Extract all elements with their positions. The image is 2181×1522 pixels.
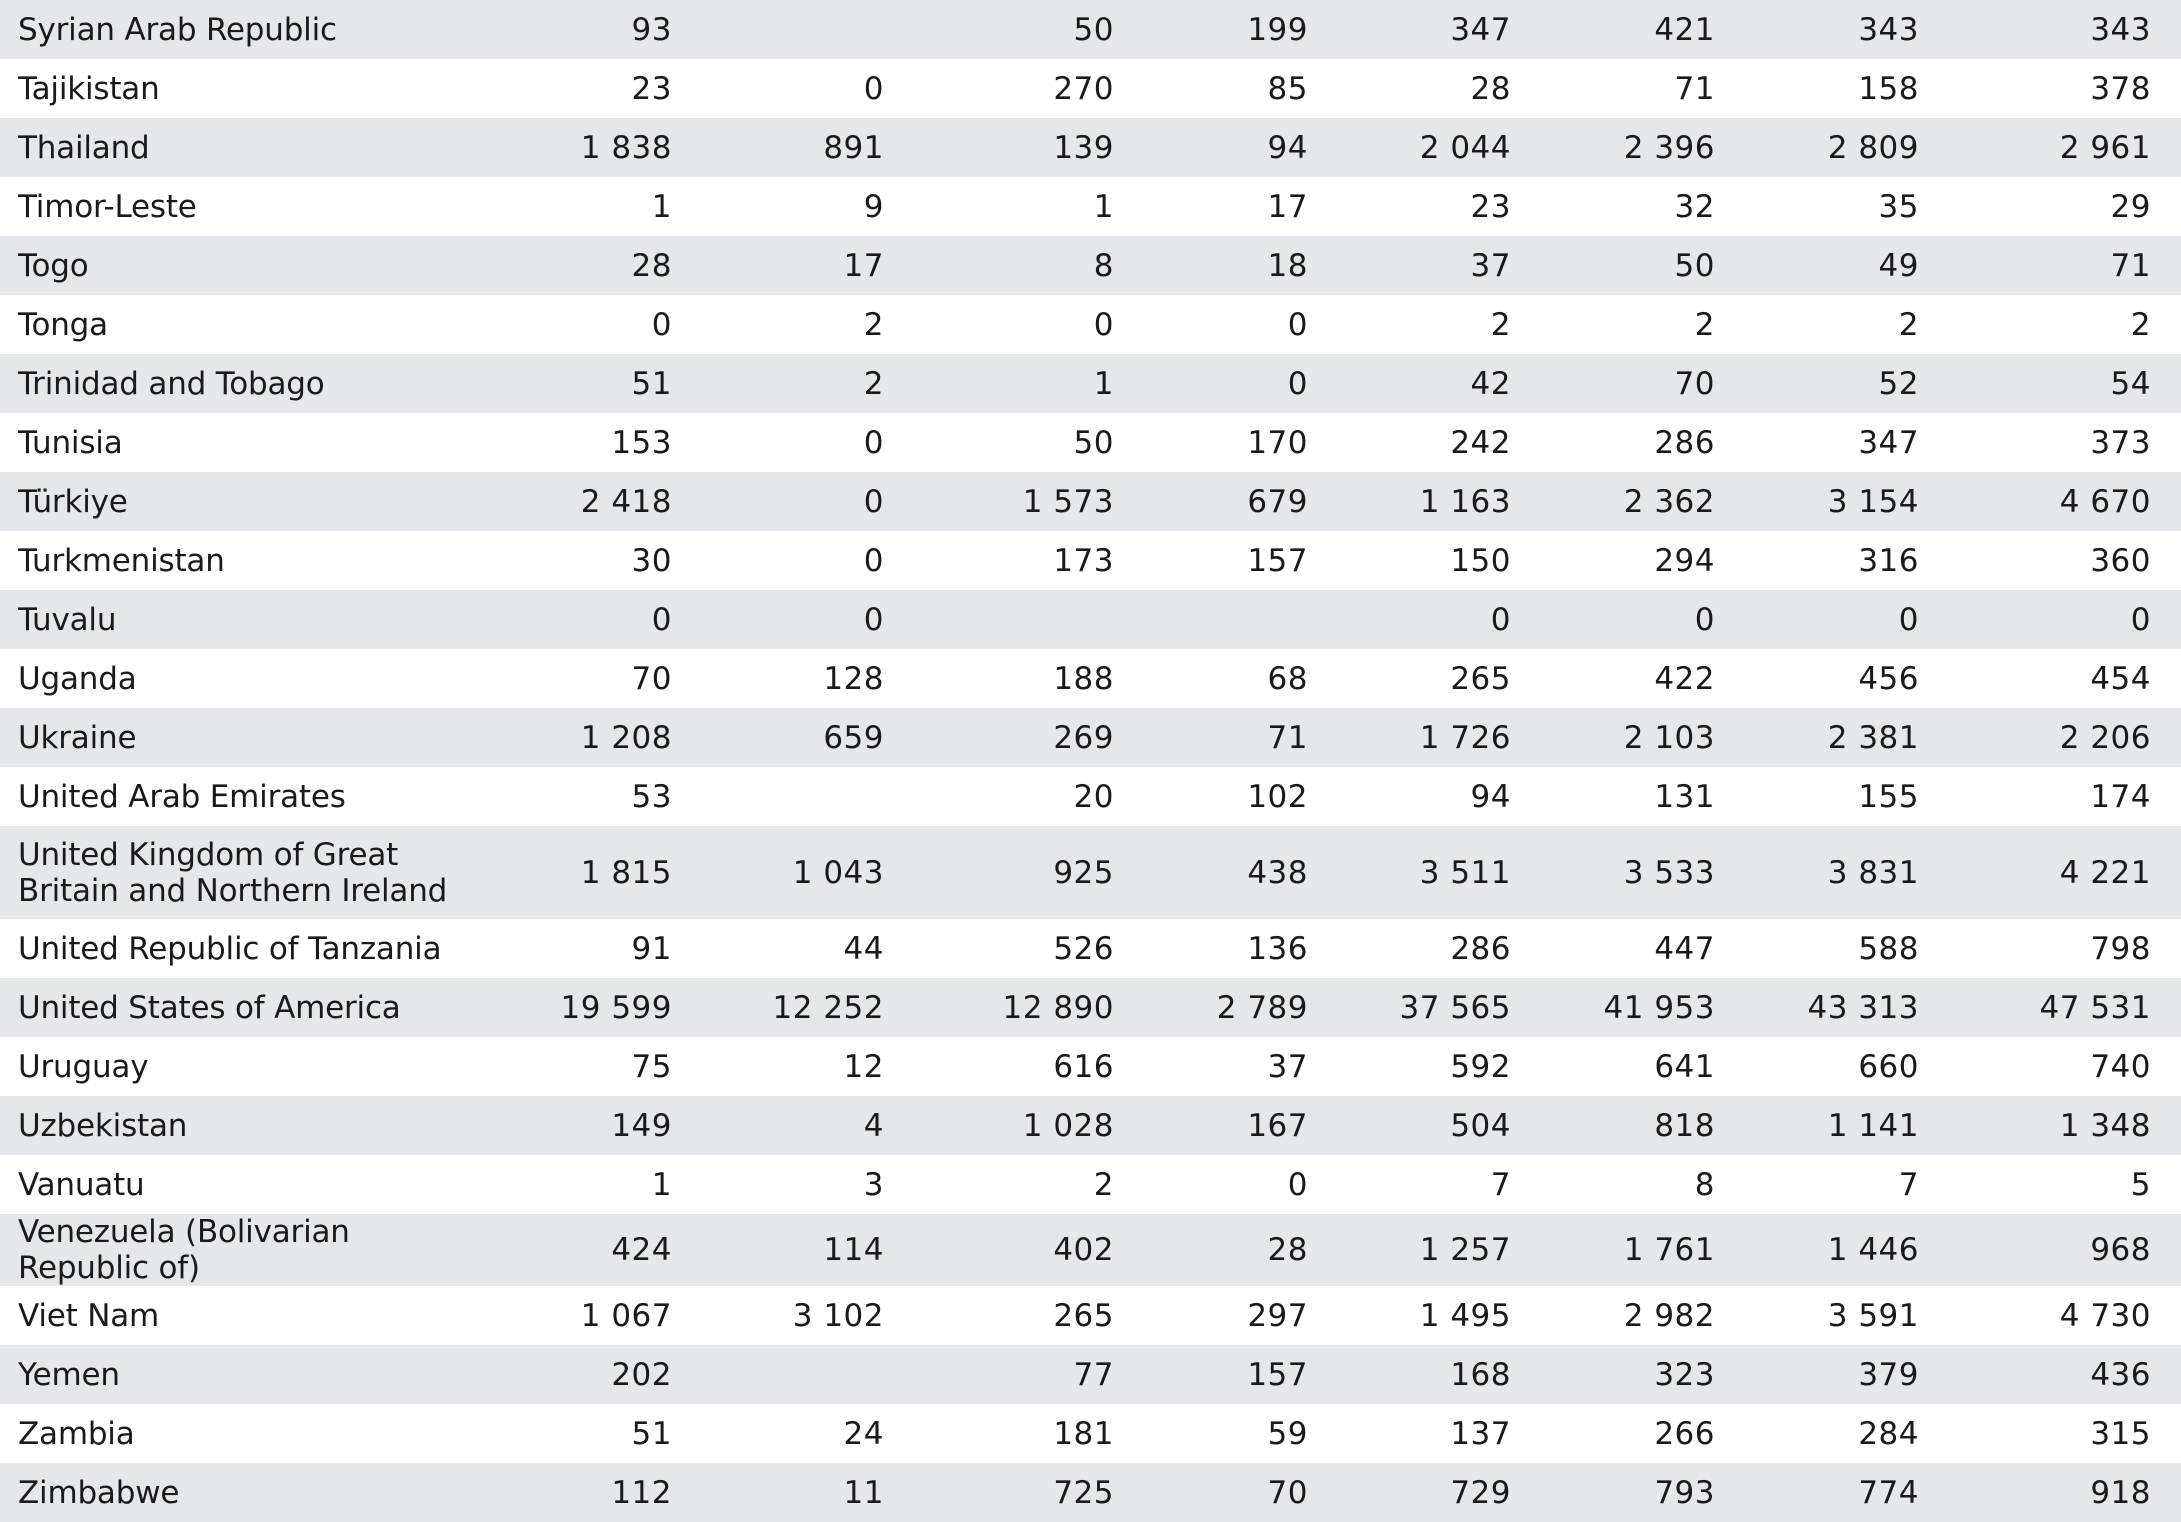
country-name-cell: Viet Nam xyxy=(0,1286,470,1345)
value-cell-col-4: 70 xyxy=(1138,1463,1332,1522)
country-name-cell: Tonga xyxy=(0,295,470,354)
value-cell-col-8: 47 531 xyxy=(1943,978,2181,1037)
country-name-cell: Timor-Leste xyxy=(0,177,470,236)
table-row xyxy=(0,708,2181,767)
value-cell-col-7: 379 xyxy=(1739,1345,1943,1404)
value-cell-col-2: 2 xyxy=(696,295,908,354)
value-cell-col-3: 50 xyxy=(908,413,1138,472)
value-cell-col-3: 616 xyxy=(908,1037,1138,1096)
table-row xyxy=(0,1345,2181,1404)
value-cell-col-7: 284 xyxy=(1739,1404,1943,1463)
value-cell-col-1: 1 208 xyxy=(470,708,696,767)
value-cell-col-1: 2 418 xyxy=(470,472,696,531)
value-cell-col-5: 265 xyxy=(1332,649,1535,708)
value-cell-col-4: 157 xyxy=(1138,1345,1332,1404)
value-cell-col-6: 2 982 xyxy=(1535,1286,1739,1345)
value-cell-col-5: 0 xyxy=(1332,590,1535,649)
table-row xyxy=(0,826,2181,919)
value-cell-col-4: 136 xyxy=(1138,919,1332,978)
value-cell-col-3: 265 xyxy=(908,1286,1138,1345)
value-cell-col-8: 174 xyxy=(1943,767,2181,826)
value-cell-col-8: 968 xyxy=(1943,1214,2181,1286)
value-cell-col-8: 4 730 xyxy=(1943,1286,2181,1345)
table-row xyxy=(0,413,2181,472)
value-cell-col-8: 0 xyxy=(1943,590,2181,649)
value-cell-col-3: 173 xyxy=(908,531,1138,590)
value-cell-col-5: 1 163 xyxy=(1332,472,1535,531)
value-cell-col-8: 740 xyxy=(1943,1037,2181,1096)
value-cell-col-3: 269 xyxy=(908,708,1138,767)
value-cell-col-5: 28 xyxy=(1332,59,1535,118)
country-name-cell: United Arab Emirates xyxy=(0,767,470,826)
value-cell-col-6: 421 xyxy=(1535,0,1739,59)
value-cell-col-5: 7 xyxy=(1332,1155,1535,1214)
value-cell-col-1: 1 838 xyxy=(470,118,696,177)
table-row xyxy=(0,295,2181,354)
country-name-cell: Turkmenistan xyxy=(0,531,470,590)
country-name-cell: Togo xyxy=(0,236,470,295)
value-cell-col-4: 17 xyxy=(1138,177,1332,236)
value-cell-col-6: 3 533 xyxy=(1535,826,1739,919)
value-cell-col-1: 51 xyxy=(470,1404,696,1463)
value-cell-col-1: 1 815 xyxy=(470,826,696,919)
value-cell-col-6: 2 396 xyxy=(1535,118,1739,177)
value-cell-col-8: 5 xyxy=(1943,1155,2181,1214)
value-cell-col-2: 3 102 xyxy=(696,1286,908,1345)
value-cell-col-2: 891 xyxy=(696,118,908,177)
value-cell-col-7: 43 313 xyxy=(1739,978,1943,1037)
value-cell-col-5: 242 xyxy=(1332,413,1535,472)
value-cell-col-3: 50 xyxy=(908,0,1138,59)
value-cell-col-8: 360 xyxy=(1943,531,2181,590)
value-cell-col-7: 588 xyxy=(1739,919,1943,978)
value-cell-col-1: 28 xyxy=(470,236,696,295)
country-name-cell: United Republic of Tanzania xyxy=(0,919,470,978)
table-row xyxy=(0,649,2181,708)
value-cell-col-2: 128 xyxy=(696,649,908,708)
value-cell-col-1: 424 xyxy=(470,1214,696,1286)
country-name-cell: Tajikistan xyxy=(0,59,470,118)
country-name-cell: United States of America xyxy=(0,978,470,1037)
country-name-cell: Türkiye xyxy=(0,472,470,531)
value-cell-col-4: 157 xyxy=(1138,531,1332,590)
value-cell-col-7: 0 xyxy=(1739,590,1943,649)
value-cell-col-8: 454 xyxy=(1943,649,2181,708)
value-cell-col-7: 347 xyxy=(1739,413,1943,472)
value-cell-col-3: 8 xyxy=(908,236,1138,295)
value-cell-col-5: 94 xyxy=(1332,767,1535,826)
value-cell-col-5: 1 726 xyxy=(1332,708,1535,767)
value-cell-col-6: 2 xyxy=(1535,295,1739,354)
value-cell-col-2: 3 xyxy=(696,1155,908,1214)
value-cell-col-8: 1 348 xyxy=(1943,1096,2181,1155)
value-cell-col-2: 0 xyxy=(696,531,908,590)
value-cell-col-7: 52 xyxy=(1739,354,1943,413)
value-cell-col-3: 1 028 xyxy=(908,1096,1138,1155)
value-cell-col-6: 8 xyxy=(1535,1155,1739,1214)
value-cell-col-2: 0 xyxy=(696,413,908,472)
value-cell-col-4: 68 xyxy=(1138,649,1332,708)
value-cell-col-1: 0 xyxy=(470,590,696,649)
country-name-cell: Thailand xyxy=(0,118,470,177)
value-cell-col-7: 158 xyxy=(1739,59,1943,118)
country-name-cell: Vanuatu xyxy=(0,1155,470,1214)
value-cell-col-7: 343 xyxy=(1739,0,1943,59)
value-cell-col-6: 793 xyxy=(1535,1463,1739,1522)
table-row xyxy=(0,590,2181,649)
value-cell-col-5: 37 xyxy=(1332,236,1535,295)
value-cell-col-6: 131 xyxy=(1535,767,1739,826)
value-cell-col-6: 294 xyxy=(1535,531,1739,590)
country-name-cell: Ukraine xyxy=(0,708,470,767)
value-cell-col-1: 53 xyxy=(470,767,696,826)
value-cell-col-7: 456 xyxy=(1739,649,1943,708)
value-cell-col-7: 2 381 xyxy=(1739,708,1943,767)
value-cell-col-4: 18 xyxy=(1138,236,1332,295)
value-cell-col-2: 4 xyxy=(696,1096,908,1155)
value-cell-col-6: 0 xyxy=(1535,590,1739,649)
value-cell-col-5: 592 xyxy=(1332,1037,1535,1096)
country-name-cell: Uganda xyxy=(0,649,470,708)
value-cell-col-7: 155 xyxy=(1739,767,1943,826)
value-cell-col-6: 41 953 xyxy=(1535,978,1739,1037)
value-cell-col-2 xyxy=(696,0,908,59)
table-row xyxy=(0,531,2181,590)
value-cell-col-2: 659 xyxy=(696,708,908,767)
value-cell-col-3: 0 xyxy=(908,295,1138,354)
value-cell-col-2: 0 xyxy=(696,590,908,649)
table-row xyxy=(0,1096,2181,1155)
value-cell-col-5: 729 xyxy=(1332,1463,1535,1522)
value-cell-col-1: 202 xyxy=(470,1345,696,1404)
value-cell-col-2: 24 xyxy=(696,1404,908,1463)
value-cell-col-4: 71 xyxy=(1138,708,1332,767)
value-cell-col-7: 35 xyxy=(1739,177,1943,236)
value-cell-col-5: 2 xyxy=(1332,295,1535,354)
value-cell-col-3: 20 xyxy=(908,767,1138,826)
value-cell-col-4: 2 789 xyxy=(1138,978,1332,1037)
value-cell-col-3: 1 573 xyxy=(908,472,1138,531)
value-cell-col-6: 1 761 xyxy=(1535,1214,1739,1286)
value-cell-col-6: 70 xyxy=(1535,354,1739,413)
value-cell-col-3: 925 xyxy=(908,826,1138,919)
value-cell-col-8: 4 221 xyxy=(1943,826,2181,919)
value-cell-col-2: 11 xyxy=(696,1463,908,1522)
value-cell-col-7: 2 809 xyxy=(1739,118,1943,177)
value-cell-col-3: 2 xyxy=(908,1155,1138,1214)
table-row xyxy=(0,1037,2181,1096)
table-row xyxy=(0,1155,2181,1214)
value-cell-col-4: 102 xyxy=(1138,767,1332,826)
value-cell-col-2: 114 xyxy=(696,1214,908,1286)
value-cell-col-3: 12 890 xyxy=(908,978,1138,1037)
value-cell-col-5: 286 xyxy=(1332,919,1535,978)
table-row xyxy=(0,236,2181,295)
value-cell-col-8: 373 xyxy=(1943,413,2181,472)
value-cell-col-3: 1 xyxy=(908,354,1138,413)
value-cell-col-7: 2 xyxy=(1739,295,1943,354)
value-cell-col-6: 266 xyxy=(1535,1404,1739,1463)
country-name-cell: Tuvalu xyxy=(0,590,470,649)
value-cell-col-7: 774 xyxy=(1739,1463,1943,1522)
value-cell-col-5: 150 xyxy=(1332,531,1535,590)
value-cell-col-5: 42 xyxy=(1332,354,1535,413)
value-cell-col-7: 3 591 xyxy=(1739,1286,1943,1345)
value-cell-col-5: 1 257 xyxy=(1332,1214,1535,1286)
table-row xyxy=(0,1404,2181,1463)
value-cell-col-1: 153 xyxy=(470,413,696,472)
value-cell-col-8: 71 xyxy=(1943,236,2181,295)
value-cell-col-2: 0 xyxy=(696,472,908,531)
value-cell-col-1: 19 599 xyxy=(470,978,696,1037)
table-row xyxy=(0,118,2181,177)
value-cell-col-7: 3 831 xyxy=(1739,826,1943,919)
value-cell-col-7: 660 xyxy=(1739,1037,1943,1096)
value-cell-col-2: 44 xyxy=(696,919,908,978)
value-cell-col-8: 2 961 xyxy=(1943,118,2181,177)
value-cell-col-2: 12 252 xyxy=(696,978,908,1037)
country-name-cell: Zambia xyxy=(0,1404,470,1463)
value-cell-col-7: 316 xyxy=(1739,531,1943,590)
table-row xyxy=(0,0,2181,59)
value-cell-col-5: 137 xyxy=(1332,1404,1535,1463)
value-cell-col-2: 1 043 xyxy=(696,826,908,919)
value-cell-col-6: 286 xyxy=(1535,413,1739,472)
value-cell-col-8: 798 xyxy=(1943,919,2181,978)
value-cell-col-1: 30 xyxy=(470,531,696,590)
value-cell-col-4: 37 xyxy=(1138,1037,1332,1096)
value-cell-col-8: 378 xyxy=(1943,59,2181,118)
value-cell-col-1: 112 xyxy=(470,1463,696,1522)
value-cell-col-7: 49 xyxy=(1739,236,1943,295)
value-cell-col-7: 3 154 xyxy=(1739,472,1943,531)
value-cell-col-3: 725 xyxy=(908,1463,1138,1522)
value-cell-col-4: 59 xyxy=(1138,1404,1332,1463)
value-cell-col-6: 323 xyxy=(1535,1345,1739,1404)
value-cell-col-8: 436 xyxy=(1943,1345,2181,1404)
value-cell-col-6: 422 xyxy=(1535,649,1739,708)
value-cell-col-4: 94 xyxy=(1138,118,1332,177)
country-name-cell: Syrian Arab Republic xyxy=(0,0,470,59)
value-cell-col-1: 1 xyxy=(470,177,696,236)
value-cell-col-6: 818 xyxy=(1535,1096,1739,1155)
value-cell-col-1: 0 xyxy=(470,295,696,354)
value-cell-col-5: 3 511 xyxy=(1332,826,1535,919)
value-cell-col-3 xyxy=(908,590,1138,649)
value-cell-col-5: 168 xyxy=(1332,1345,1535,1404)
value-cell-col-4: 199 xyxy=(1138,0,1332,59)
value-cell-col-6: 2 103 xyxy=(1535,708,1739,767)
value-cell-col-2: 17 xyxy=(696,236,908,295)
value-cell-col-6: 641 xyxy=(1535,1037,1739,1096)
table-row xyxy=(0,177,2181,236)
value-cell-col-1: 93 xyxy=(470,0,696,59)
value-cell-col-1: 1 xyxy=(470,1155,696,1214)
country-name-cell: Zimbabwe xyxy=(0,1463,470,1522)
value-cell-col-1: 51 xyxy=(470,354,696,413)
value-cell-col-5: 347 xyxy=(1332,0,1535,59)
value-cell-col-4: 170 xyxy=(1138,413,1332,472)
value-cell-col-6: 2 362 xyxy=(1535,472,1739,531)
value-cell-col-5: 23 xyxy=(1332,177,1535,236)
value-cell-col-4: 0 xyxy=(1138,1155,1332,1214)
value-cell-col-8: 54 xyxy=(1943,354,2181,413)
value-cell-col-4: 679 xyxy=(1138,472,1332,531)
value-cell-col-2 xyxy=(696,767,908,826)
country-name-cell: Yemen xyxy=(0,1345,470,1404)
value-cell-col-4 xyxy=(1138,590,1332,649)
value-cell-col-8: 315 xyxy=(1943,1404,2181,1463)
value-cell-col-2: 2 xyxy=(696,354,908,413)
value-cell-col-4: 85 xyxy=(1138,59,1332,118)
value-cell-col-4: 297 xyxy=(1138,1286,1332,1345)
value-cell-col-6: 32 xyxy=(1535,177,1739,236)
table-row xyxy=(0,1214,2181,1286)
country-name-cell: Venezuela (Bolivarian Republic of) xyxy=(0,1214,470,1286)
table-row xyxy=(0,767,2181,826)
table-row xyxy=(0,1286,2181,1345)
value-cell-col-8: 2 206 xyxy=(1943,708,2181,767)
value-cell-col-4: 0 xyxy=(1138,295,1332,354)
value-cell-col-5: 37 565 xyxy=(1332,978,1535,1037)
table-row xyxy=(0,59,2181,118)
value-cell-col-5: 504 xyxy=(1332,1096,1535,1155)
table-row xyxy=(0,919,2181,978)
value-cell-col-4: 0 xyxy=(1138,354,1332,413)
value-cell-col-3: 270 xyxy=(908,59,1138,118)
value-cell-col-8: 29 xyxy=(1943,177,2181,236)
value-cell-col-1: 91 xyxy=(470,919,696,978)
value-cell-col-2 xyxy=(696,1345,908,1404)
value-cell-col-8: 343 xyxy=(1943,0,2181,59)
value-cell-col-1: 149 xyxy=(470,1096,696,1155)
table-row xyxy=(0,354,2181,413)
value-cell-col-6: 50 xyxy=(1535,236,1739,295)
value-cell-col-7: 1 446 xyxy=(1739,1214,1943,1286)
value-cell-col-4: 28 xyxy=(1138,1214,1332,1286)
country-name-cell: Uzbekistan xyxy=(0,1096,470,1155)
value-cell-col-7: 1 141 xyxy=(1739,1096,1943,1155)
value-cell-col-2: 9 xyxy=(696,177,908,236)
country-name-cell: Trinidad and Tobago xyxy=(0,354,470,413)
country-name-cell: Tunisia xyxy=(0,413,470,472)
table-row xyxy=(0,1463,2181,1522)
table-row xyxy=(0,472,2181,531)
value-cell-col-5: 1 495 xyxy=(1332,1286,1535,1345)
value-cell-col-1: 75 xyxy=(470,1037,696,1096)
value-cell-col-3: 139 xyxy=(908,118,1138,177)
value-cell-col-2: 12 xyxy=(696,1037,908,1096)
value-cell-col-4: 167 xyxy=(1138,1096,1332,1155)
value-cell-col-3: 1 xyxy=(908,177,1138,236)
value-cell-col-7: 7 xyxy=(1739,1155,1943,1214)
value-cell-col-6: 71 xyxy=(1535,59,1739,118)
value-cell-col-3: 402 xyxy=(908,1214,1138,1286)
value-cell-col-2: 0 xyxy=(696,59,908,118)
value-cell-col-8: 2 xyxy=(1943,295,2181,354)
value-cell-col-3: 77 xyxy=(908,1345,1138,1404)
value-cell-col-3: 181 xyxy=(908,1404,1138,1463)
value-cell-col-4: 438 xyxy=(1138,826,1332,919)
value-cell-col-8: 918 xyxy=(1943,1463,2181,1522)
value-cell-col-3: 188 xyxy=(908,649,1138,708)
value-cell-col-3: 526 xyxy=(908,919,1138,978)
value-cell-col-1: 70 xyxy=(470,649,696,708)
value-cell-col-1: 23 xyxy=(470,59,696,118)
value-cell-col-6: 447 xyxy=(1535,919,1739,978)
table-row xyxy=(0,978,2181,1037)
value-cell-col-1: 1 067 xyxy=(470,1286,696,1345)
value-cell-col-8: 4 670 xyxy=(1943,472,2181,531)
value-cell-col-5: 2 044 xyxy=(1332,118,1535,177)
country-name-cell: Uruguay xyxy=(0,1037,470,1096)
country-name-cell: United Kingdom of Great Britain and Northern Ireland xyxy=(0,826,470,919)
